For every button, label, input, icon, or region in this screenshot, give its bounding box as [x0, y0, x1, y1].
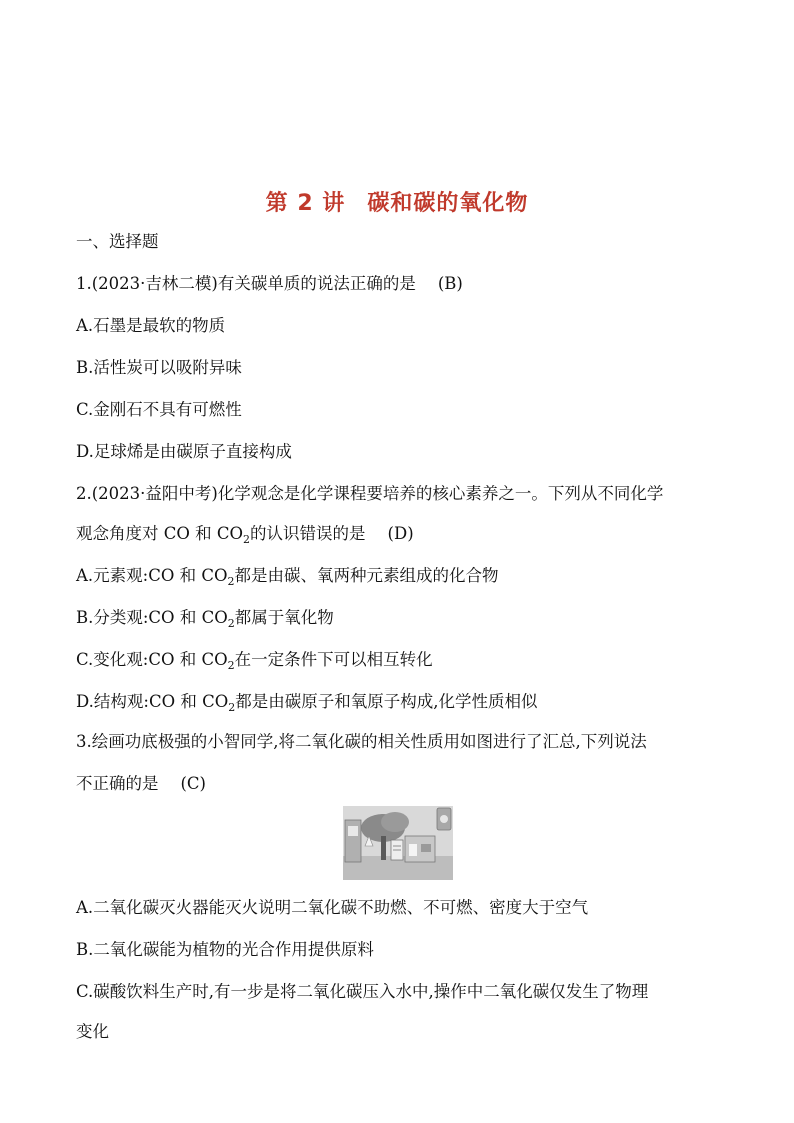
section-heading: 一、选择题	[76, 232, 159, 251]
question-1-answer: (B)	[437, 274, 463, 293]
co2-properties-illustration	[343, 806, 453, 880]
page-title	[0, 186, 794, 218]
question-2-answer: (D)	[387, 524, 414, 543]
question-1-option-a: A.石墨是最软的物质	[76, 316, 226, 335]
question-2-option-b: B.分类观:CO 和 $CO_2$都属于氧化物	[76, 608, 334, 630]
question-3-option-c: C.碳酸饮料生产时,有一步是将二氧化碳压入水中,操作中二氧化碳仅发生了物理	[76, 982, 649, 1001]
question-3-stem-line-2: 不正确的是 (C)	[76, 774, 206, 793]
question-3-option-c-continued: 变化	[76, 1022, 109, 1041]
question-2-stem-line-2: 观念角度对 CO 和 $CO_2$的认识错误的是 (D)	[76, 524, 414, 546]
question-1-option-c: C.金刚石不具有可燃性	[76, 400, 242, 419]
question-3-option-b: B.二氧化碳能为植物的光合作用提供原料	[76, 940, 374, 959]
question-2-option-d: D.结构观:CO 和 $CO_2$都是由碳原子和氧原子构成,化学性质相似	[76, 692, 538, 714]
question-2-stem-line-1: 2.(2023·益阳中考)化学观念是化学课程要培养的核心素养之一。下列从不同化学	[76, 484, 664, 503]
lecture-number: 第 2 讲	[265, 191, 346, 216]
question-1-stem: 1.(2023·吉林二模)有关碳单质的说法正确的是 (B)	[76, 274, 463, 293]
question-2-option-a: A.元素观:CO 和 $CO_2$都是由碳、氧两种元素组成的化合物	[76, 566, 499, 588]
lecture-topic: 碳和碳的氧化物	[367, 191, 529, 216]
question-3-option-a: A.二氧化碳灭火器能灭火说明二氧化碳不助燃、不可燃、密度大于空气	[76, 898, 589, 917]
question-1-option-b: B.活性炭可以吸附异味	[76, 358, 242, 377]
question-1-option-d: D.足球烯是由碳原子直接构成	[76, 442, 292, 461]
question-2-option-c: C.变化观:CO 和 $CO_2$在一定条件下可以相互转化	[76, 650, 433, 672]
question-3-stem-line-1: 3.绘画功底极强的小智同学,将二氧化碳的相关性质用如图进行了汇总,下列说法	[76, 732, 647, 751]
question-3-answer: (C)	[180, 774, 206, 793]
